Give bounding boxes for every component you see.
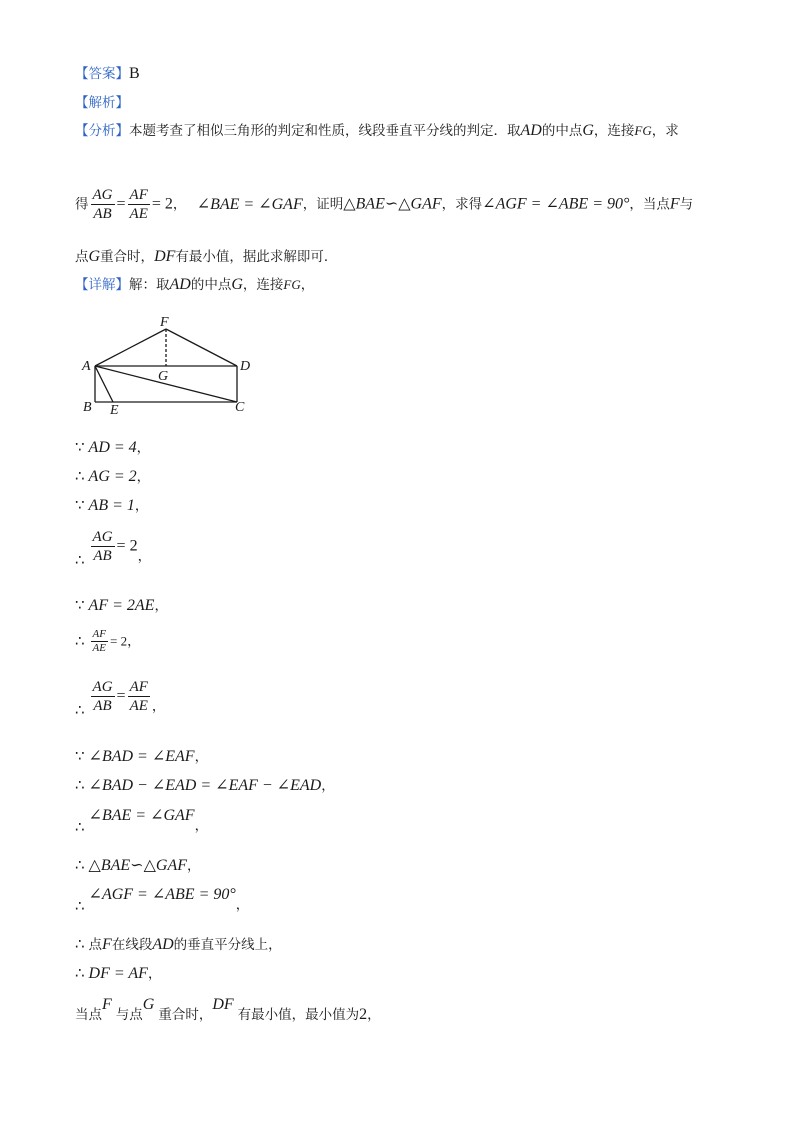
therefore-symbol: ∴ (75, 964, 85, 982)
step-6 (75, 628, 141, 655)
frac-den: AB (93, 548, 112, 564)
therefore-symbol: ∴ (75, 631, 85, 650)
therefore-symbol: ∴ (75, 897, 85, 915)
comma: ， (194, 818, 209, 834)
frac-num: AG (92, 529, 113, 545)
comma: ， (235, 897, 250, 913)
fenxi-dian: 点 (75, 249, 89, 265)
comma: ， (186, 858, 201, 874)
step-15-pre: 当点 (75, 1007, 102, 1023)
fenxi-line-1 (75, 123, 679, 139)
fenxi-yu: 与 (679, 196, 694, 213)
math-DF: DF (212, 996, 234, 1013)
step-13-mid: 在线段 (111, 937, 153, 953)
analysis-tag-line (75, 96, 129, 111)
equals: = (116, 195, 126, 213)
step-1 (75, 440, 150, 456)
xiangjie-text-3: ，连接 (242, 277, 284, 293)
label-D: D (240, 359, 251, 374)
comma: ， (151, 698, 166, 715)
step-4-rhs: = 2 (116, 537, 138, 555)
comma: ， (137, 548, 152, 565)
frac-num: AF (129, 679, 148, 695)
frac-den: AB (93, 698, 112, 714)
comma: ， (127, 633, 141, 650)
step-13 (75, 937, 282, 953)
step-8 (75, 749, 208, 765)
step-15-yu: 与点 (115, 1007, 143, 1023)
step-6-rhs: = 2 (110, 633, 128, 649)
xiangjie-line (75, 277, 314, 293)
label-B: B (83, 400, 92, 415)
because-symbol: ∵ (75, 438, 85, 456)
fenxi-text-3: ，连接 (593, 123, 635, 139)
fenxi-zuixiao: 有最小值，据此求解即可． (175, 249, 338, 265)
xiangjie-text-4: ， (300, 277, 315, 293)
frac-den: AB (93, 206, 112, 222)
xiangjie-text-1: 解：取 (129, 277, 170, 293)
step-1-math: AD = 4 (88, 439, 137, 456)
step-2 (75, 469, 150, 485)
label-G: G (158, 369, 169, 384)
label-F: F (160, 315, 169, 330)
step-15-end: ， (367, 1007, 381, 1023)
fenxi-text-2: 的中点 (541, 123, 583, 139)
fenxi-line-3 (75, 249, 337, 265)
math-AD: AD (520, 122, 542, 139)
comma: ， (147, 966, 162, 982)
step-9-math: ∠BAD − ∠EAD = ∠EAF − ∠EAD (88, 777, 322, 794)
step-11 (75, 858, 200, 874)
step-10-math: ∠BAE = ∠GAF (88, 807, 195, 824)
label-C: C (235, 400, 245, 415)
step-7 (75, 678, 165, 718)
math-F: F (669, 195, 680, 213)
fenxi-text-1: 本题考查了相似三角形的判定和性质，线段垂直平分线的判定．取 (129, 123, 521, 139)
step-15-value: 2 (359, 1006, 368, 1023)
fenxi-text-4: ，求 (651, 123, 679, 139)
fraction-AF-AE (91, 628, 108, 655)
step-15-post: 有最小值，最小值为 (237, 1007, 360, 1023)
math-G: G (88, 248, 101, 265)
step-11-math: △BAE∽△GAF (88, 857, 187, 874)
because-symbol: ∵ (75, 596, 85, 614)
frac-den: AE (129, 698, 148, 714)
math-AD: AD (169, 276, 191, 293)
math-F: F (102, 996, 112, 1013)
comma: ， (172, 196, 187, 213)
step-15-chonghe: 重合时， (158, 1007, 213, 1023)
frac-den: AE (92, 642, 106, 654)
answer-tag: 【答案】 (75, 66, 129, 82)
equals-2: = 2 (151, 195, 173, 213)
xiangjie-text-2: 的中点 (190, 277, 232, 293)
answer-line (75, 66, 140, 82)
comma: ， (154, 598, 168, 614)
math-G: G (231, 276, 243, 293)
frac-num: AG (92, 679, 113, 695)
math-F: F (102, 936, 112, 953)
math-AD: AD (152, 936, 174, 953)
step-5 (75, 598, 168, 614)
therefore-symbol: ∴ (75, 856, 85, 874)
geometry-diagram (78, 313, 268, 418)
frac-num: AF (92, 628, 106, 640)
step-14-math: DF = AF (88, 965, 148, 982)
segment-AE (95, 366, 113, 402)
step-3 (75, 498, 148, 514)
fenxi-line-2 (75, 186, 693, 223)
therefore-symbol: ∴ (75, 467, 85, 485)
step-14 (75, 966, 161, 982)
label-A: A (82, 359, 91, 374)
comma: ， (136, 440, 151, 456)
similarity: △BAE∽△GAF (343, 195, 442, 213)
fraction-AG-AB (91, 678, 115, 715)
fraction-AG-AB (91, 186, 115, 223)
step-2-math: AG = 2 (88, 468, 137, 485)
angle-90: ∠AGF = ∠ABE = 90° (482, 195, 630, 213)
comma: ， (136, 469, 151, 485)
analysis-tag: 【解析】 (75, 95, 129, 111)
math-G: G (582, 122, 594, 139)
math-FG: FG (634, 123, 652, 138)
fraction-AF-AE (128, 186, 150, 223)
therefore-symbol: ∴ (75, 700, 85, 719)
segment-AF (95, 329, 166, 366)
frac-num: AF (129, 187, 148, 203)
fraction-AF-AE (128, 678, 150, 715)
because-symbol: ∵ (75, 496, 85, 514)
step-12 (75, 886, 250, 915)
equals: = (116, 687, 126, 705)
fraction-AG-AB (91, 528, 115, 565)
step-12-math: ∠AGF = ∠ABE = 90° (88, 886, 236, 903)
fenxi-qiude: ，求得 (441, 196, 483, 213)
xiangjie-tag: 【详解】 (75, 277, 129, 293)
step-8-math: ∠BAD = ∠EAF (88, 748, 195, 765)
fenxi-chonghe: 重合时， (100, 249, 155, 265)
step-3-math: AB = 1 (88, 497, 135, 514)
answer-value: B (129, 65, 140, 82)
comma: ， (321, 778, 335, 794)
fenxi-de: 得 (75, 196, 89, 213)
therefore-symbol: ∴ (75, 818, 85, 836)
step-13-post: 的垂直平分线上， (173, 937, 282, 953)
fenxi-dangdian: ，当点 (629, 196, 670, 213)
therefore-symbol: ∴ (75, 776, 85, 794)
step-9 (75, 778, 335, 794)
math-DF: DF (154, 248, 176, 265)
step-5-math: AF = 2AE (88, 597, 155, 614)
step-13-pre: 点 (88, 937, 103, 953)
comma: ， (134, 498, 149, 514)
math-FG: FG (283, 277, 301, 292)
step-10 (75, 807, 209, 836)
angle-equality: ∠BAE = ∠GAF (196, 195, 303, 213)
fenxi-tag: 【分析】 (75, 123, 129, 139)
because-symbol: ∵ (75, 747, 85, 765)
frac-num: AG (92, 187, 113, 203)
fenxi-zhengming: ，证明 (302, 196, 344, 213)
frac-den: AE (129, 206, 148, 222)
therefore-symbol: ∴ (75, 550, 85, 569)
label-E: E (110, 403, 119, 418)
segment-FD (166, 329, 237, 366)
therefore-symbol: ∴ (75, 935, 85, 953)
step-4 (75, 528, 151, 568)
comma: ， (194, 749, 209, 765)
step-15 (75, 996, 381, 1023)
math-G: G (142, 996, 155, 1013)
